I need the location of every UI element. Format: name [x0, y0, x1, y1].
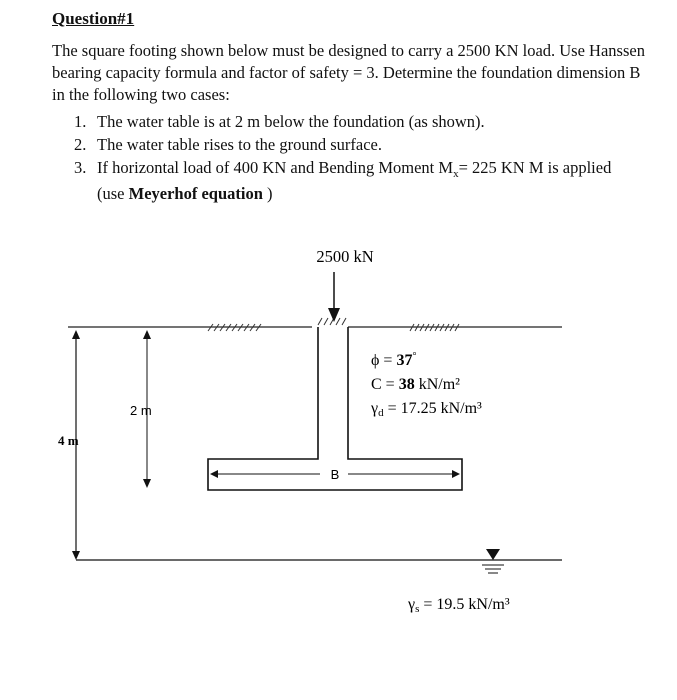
depth-arrow-top — [143, 330, 151, 339]
phi-unit: ° — [412, 351, 417, 362]
case-number: 2. — [74, 135, 87, 154]
case-text-part: (use — [97, 184, 129, 203]
phi-symbol: ϕ — [371, 352, 380, 369]
cohesion-unit: kN/m² — [414, 376, 460, 393]
phi-value: 37 — [396, 352, 413, 369]
case-text-part: ) — [262, 184, 273, 203]
width-arrow-left — [210, 470, 218, 478]
width-arrow-right — [452, 470, 460, 478]
ground-hatch-icon — [318, 318, 346, 325]
case-text-part: = 225 KN M is applied — [458, 158, 612, 177]
phi-label — [371, 351, 416, 369]
ground-hatch-icon — [208, 324, 261, 331]
case-number: 3. — [74, 158, 87, 177]
case-text: The water table is at 2 m below the foundation (as shown). — [97, 112, 485, 131]
question-heading: Question#1 — [52, 9, 135, 28]
gamma-d-value: = 17.25 kN/m³ — [383, 400, 482, 417]
gamma-s-label — [407, 596, 510, 615]
water-table-icon — [482, 549, 504, 573]
case-number: 1. — [74, 112, 87, 131]
moment-subscript: x — [453, 168, 459, 180]
case-text: The water table rises to the ground surface. — [97, 135, 382, 154]
load-label: 2500 kN — [316, 247, 374, 266]
depth-arrow-bottom — [143, 479, 151, 488]
gamma-s-symbol: γ — [408, 596, 416, 613]
cohesion-symbol: C — [371, 376, 382, 393]
meyerhof-emphasis: Meyerhof equation — [128, 184, 263, 203]
phi-equals: = — [379, 352, 397, 369]
width-label: B — [330, 467, 340, 482]
depth-label: 2 m — [130, 403, 152, 418]
question-intro: The square footing shown below must be designed to carry a 2500 KN load. Use Hanssen bearing capacity formula and factor of safety = 3. Determine the foundation dimension B in the following two cases: — [52, 41, 645, 104]
cohesion-value: 38 — [398, 376, 415, 393]
total-depth-arrow-top — [72, 330, 80, 339]
gamma-d-subscript: d — [378, 407, 384, 419]
gamma-s-value: = 19.5 kN/m³ — [419, 596, 510, 613]
total-depth-label: 4 m — [58, 433, 79, 448]
gamma-d-label — [370, 400, 482, 419]
gamma-s-subscript: s — [415, 603, 420, 615]
total-depth-arrow-bottom — [72, 551, 80, 560]
load-arrow-head — [328, 308, 340, 322]
gamma-d-symbol: γ — [371, 400, 379, 417]
cohesion-label — [371, 376, 460, 393]
cohesion-equals: = — [381, 376, 399, 393]
case-text-part: If horizontal load of 400 KN and Bending Moment M — [97, 158, 454, 177]
